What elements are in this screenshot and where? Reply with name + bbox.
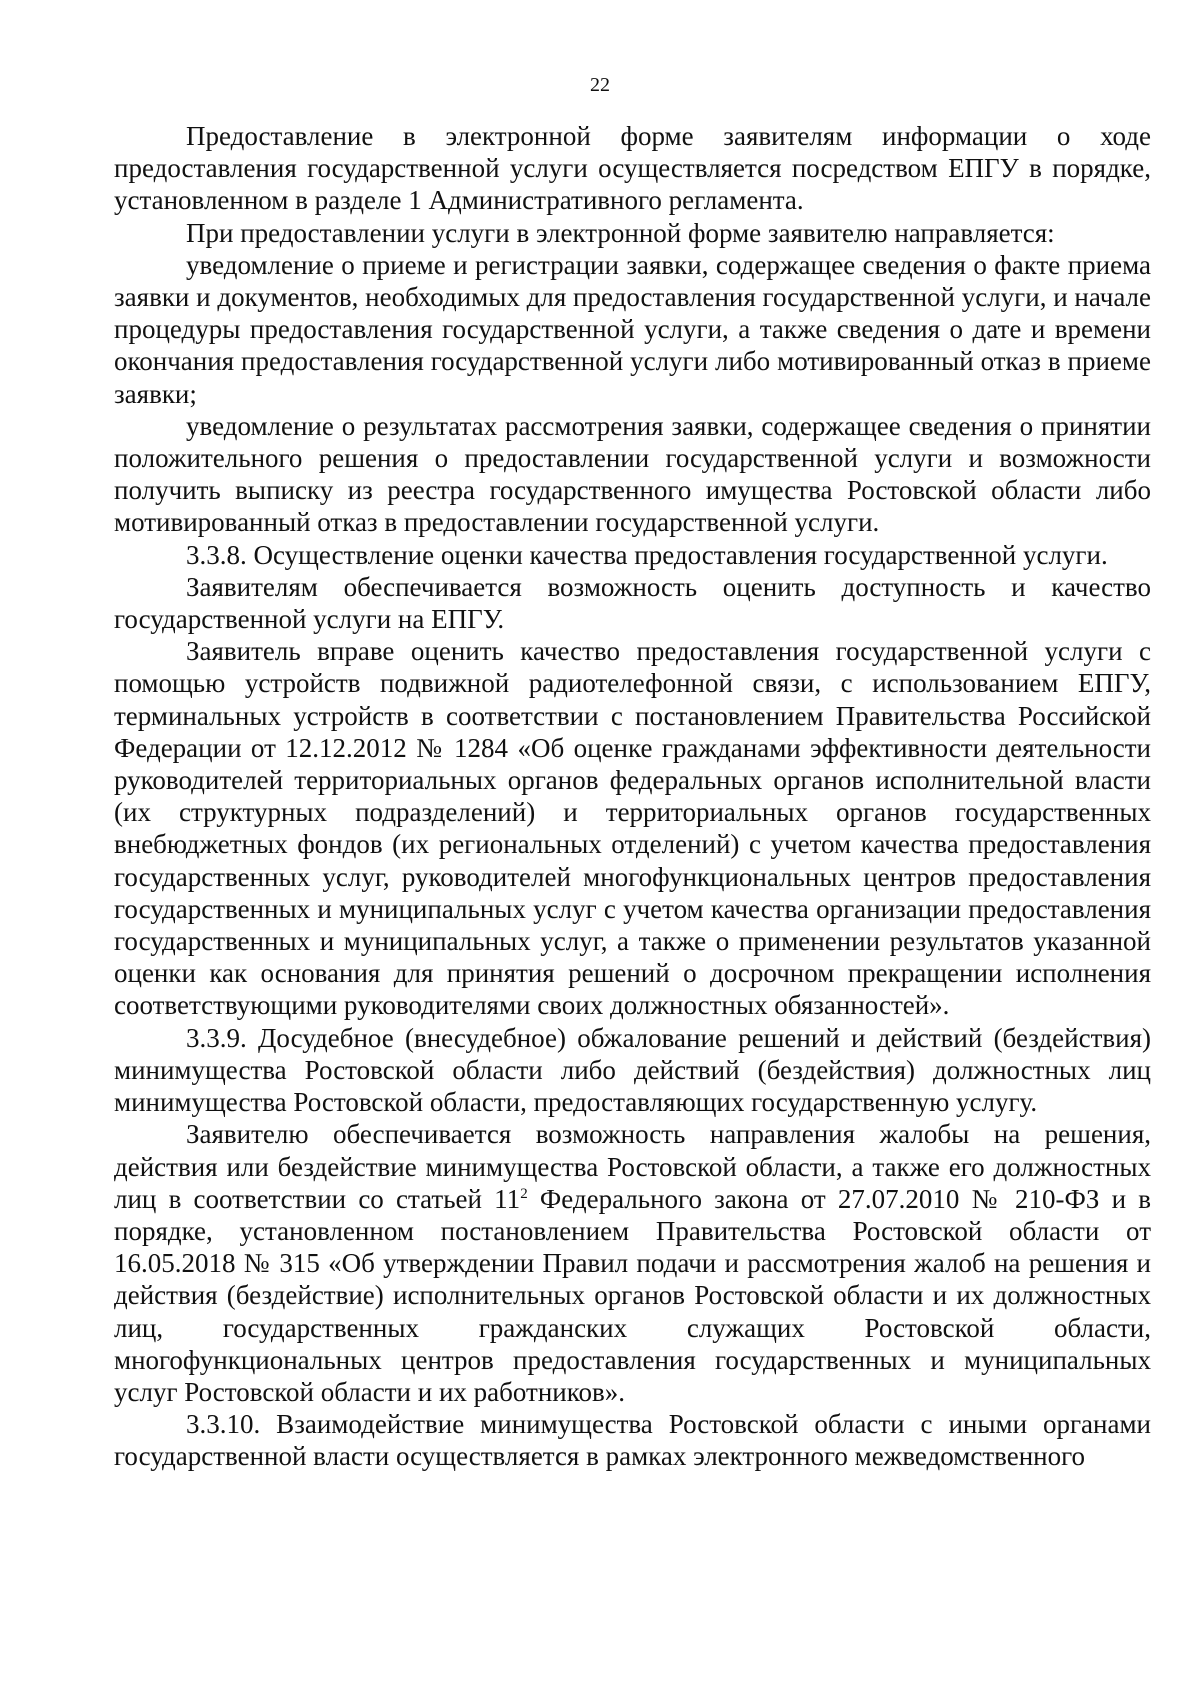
paragraph-assessment-methods: Заявитель вправе оценить качество предоставления государственной услуги с помощью устройств подвижной радиотелефонной связи, с использованием ЕПГУ, терминальных устройств в соответствии с постановлением Правительства Российской Федерации от 12.12.2012 № 1284 «Об оценке гражданами эффективности деятельности руководителей территориальных органов федеральных органов исполнительной власти (их структурных подразделений) и территориальных органов государственных внебюджетных фондов (их региональных отделений) с учетом качества предоставления государственных услуг, руководителей многофункциональных центров предоставления государственных и муниципальных услуг с учетом качества организации предоставления государственных и муниципальных услуг, а также о применении результатов указанной оценки как основания для принятия решений о досрочном прекращении исполнения соответствующими руководителями своих должностных обязанностей». [114,636,1151,1021]
complaint-text-end: Федерального закона от 27.07.2010 № 210-ФЗ и в порядке, установленном постановлением Правительства Ростовской области от 16.05.2018 № 315 «Об утверждении Правил подачи и рассмотрения жалоб на решения и действия (бездействие) исполнительных органов Ростовской области и их должностных лиц, государственных гражданских служащих Ростовской области, многофункциональных центров предоставления государственных и муниципальных услуг Ростовской области и их работников». [114,1183,1151,1407]
section-3-3-8-heading: 3.3.8. Осуществление оценки качества предоставления государственной услуги. [186,539,1108,570]
paragraph-quality-assessment: Заявителям обеспечивается возможность оценить доступность и качество государственной услуги на ЕПГУ. [114,571,1151,635]
article-superscript: 2 [520,1185,528,1202]
paragraph-complaint-rights [114,1118,1151,1408]
page-number: 22 [590,74,610,96]
complaint-text-start: Заявителю обеспечивается возможность направления жалобы на решения, действия или бездействие минимущества Ростовской области, а также его должностных лиц в соответствии со статьей 11 [114,1119,1151,1214]
paragraph-receipt-notification: уведомление о приеме и регистрации заявки, содержащее сведения о факте приема заявки и документов, необходимых для предоставления государственной услуги, и начале процедуры предоставления государственной услуги, а также сведения о дате и времени окончания предоставления государственной услуги либо мотивированный отказ в приеме заявки; [114,249,1152,409]
paragraph-electronic-info: Предоставление в электронной форме заявителям информации о ходе предоставления государственной услуги осуществляется посредством ЕПГУ в порядке, установленном в разделе 1 Административного регламента. [114,121,1151,216]
paragraph-result-notification: уведомление о результатах рассмотрения заявки, содержащее сведения о принятии положительного решения о предоставлении государственной услуги и возможности получить выписку из реестра государственного имущества Ростовской области либо мотивированный отказ в предоставлении государственной услуги. [114,410,1151,538]
section-3-3-9-heading: 3.3.9. Досудебное (внесудебное) обжалование решений и действий (бездействия) минимущества Ростовской области либо действий (бездействия) должностных лиц минимущества Ростовской области, предоставляющих государственную услугу. [114,1022,1151,1118]
paragraph-notifications-intro: При предоставлении услуги в электронной форме заявителю направляется: [186,217,1055,248]
section-3-3-10-heading: 3.3.10. Взаимодействие минимущества Ростовской области с иными органами государственной власти осуществляется в рамках электронного межведомственного [114,1409,1151,1472]
document-body [114,120,1151,1473]
